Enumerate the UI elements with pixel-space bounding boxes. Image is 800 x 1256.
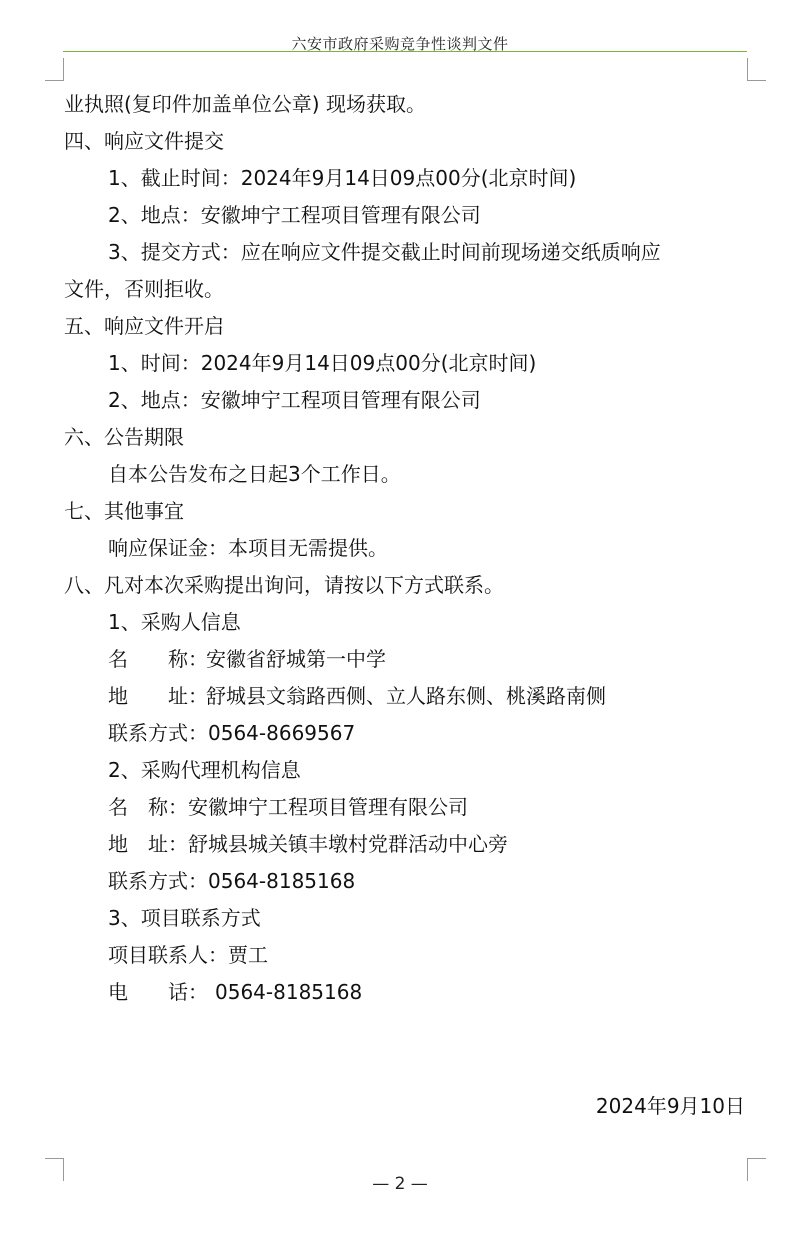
purchaser-name-value: 安徽省舒城第一中学 [206, 647, 386, 671]
document-body [64, 86, 754, 1011]
purchaser-info-heading: 1、采购人信息 [108, 610, 241, 634]
opening-location: 2、地点：安徽坤宁工程项目管理有限公司 [108, 388, 481, 412]
project-contact-heading: 3、项目联系方式 [108, 906, 261, 930]
agency-contact: 联系方式：0564-8185168 [108, 869, 356, 893]
paragraph-line: 业执照(复印件加盖单位公章) 现场获取。 [64, 92, 426, 116]
header-divider [63, 51, 747, 52]
purchaser-address-row [64, 678, 754, 715]
agency-name-label: 名 称： [108, 795, 188, 819]
purchaser-name-label: 名 称： [108, 647, 208, 671]
page-number: — 2 — [372, 1174, 428, 1194]
section-heading-notice-period: 六、公告期限 [64, 425, 184, 449]
section-heading-submission: 四、响应文件提交 [64, 129, 224, 153]
deposit-text: 响应保证金：本项目无需提供。 [108, 536, 388, 560]
agency-address-row [64, 826, 754, 863]
agency-info-heading: 2、采购代理机构信息 [108, 758, 301, 782]
purchaser-address-value: 舒城县文翁路西侧、立人路东侧、桃溪路南侧 [206, 684, 606, 708]
opening-time: 1、时间：2024年9月14日09点00分(北京时间) [108, 351, 537, 375]
project-phone-value: 0564-8185168 [215, 980, 363, 1004]
section-heading-contact: 八、凡对本次采购提出询问，请按以下方式联系。 [64, 573, 504, 597]
project-phone-label: 电 话： [108, 980, 208, 1004]
purchaser-contact: 联系方式：0564-8669567 [108, 721, 356, 745]
agency-address-label: 地 址： [108, 832, 188, 856]
project-phone-row [64, 974, 754, 1011]
agency-name-row [64, 789, 754, 826]
purchaser-address-label: 地 址： [108, 684, 208, 708]
submission-method-continued: 文件，否则拒收。 [64, 277, 224, 301]
project-contact-person: 项目联系人：贾工 [108, 943, 268, 967]
submission-method: 3、提交方式：应在响应文件提交截止时间前现场递交纸质响应 [108, 240, 661, 264]
notice-period-text: 自本公告发布之日起3个工作日。 [108, 462, 401, 486]
submission-deadline: 1、截止时间：2024年9月14日09点00分(北京时间) [108, 166, 577, 190]
section-heading-other: 七、其他事宜 [64, 499, 184, 523]
document-date: 2024年9月10日 [595, 1094, 745, 1118]
crop-mark-top-left [45, 58, 64, 81]
purchaser-name-row [64, 641, 754, 678]
agency-name-value: 安徽坤宁工程项目管理有限公司 [188, 795, 468, 819]
submission-location: 2、地点：安徽坤宁工程项目管理有限公司 [108, 203, 481, 227]
agency-address-value: 舒城县城关镇丰墩村党群活动中心旁 [188, 832, 508, 856]
section-heading-opening: 五、响应文件开启 [64, 314, 224, 338]
header-title: 六安市政府采购竞争性谈判文件 [291, 35, 509, 53]
crop-mark-top-right [747, 58, 766, 81]
